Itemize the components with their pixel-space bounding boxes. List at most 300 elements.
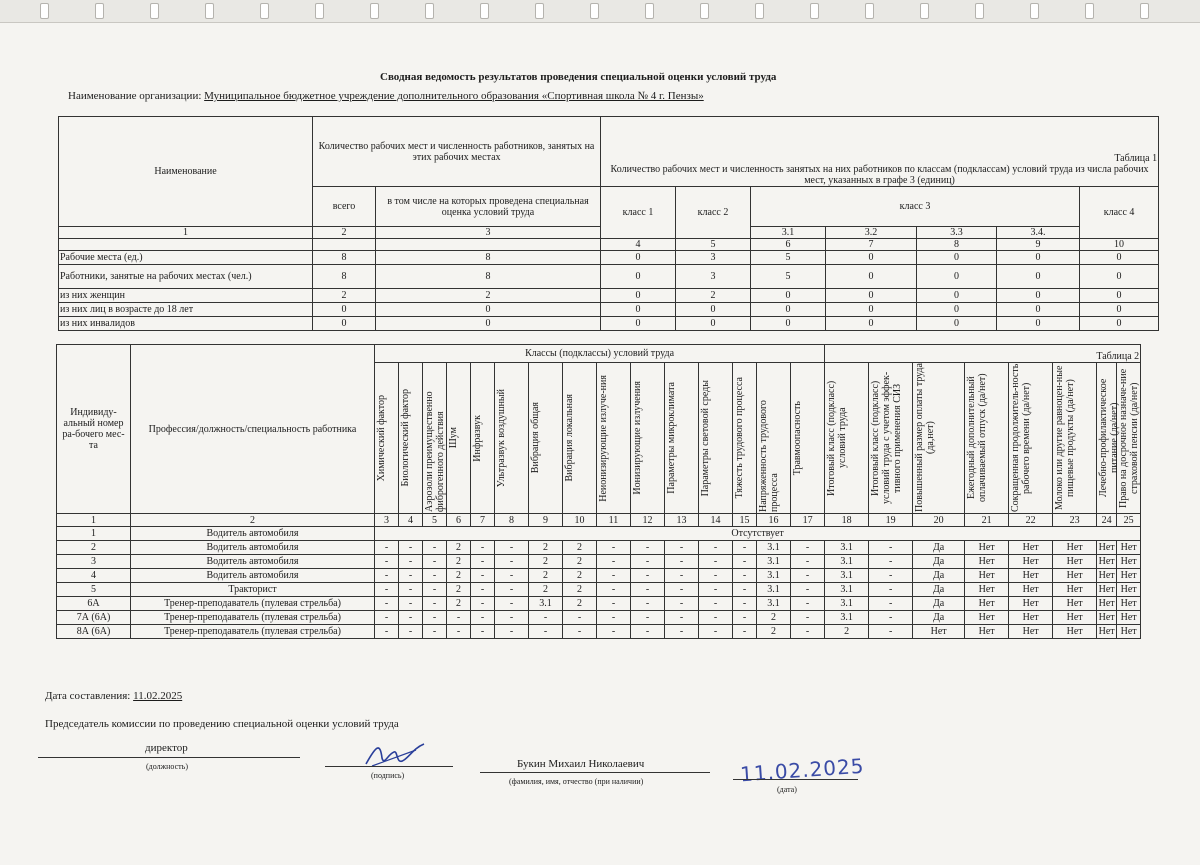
t2-cell: -: [529, 611, 563, 625]
t2-header-final: [825, 363, 869, 514]
t2-cell: Нет: [1053, 555, 1097, 569]
t2-cell: -: [399, 625, 423, 639]
t2-cell: -: [375, 611, 399, 625]
t1-cell: 8: [313, 251, 376, 265]
t2-header-milk: [1053, 363, 1097, 514]
t2-cell: 3.1: [757, 541, 791, 555]
t1-cell: 0: [917, 303, 997, 317]
t2-row-id: 8А (6А): [57, 625, 131, 639]
t2-header-text: Ежегодный дополнительный оплачиваемый отпуск (да/нет): [966, 373, 989, 503]
t2-factor-label: Травмоопасность: [792, 400, 803, 476]
t1-cell: 0: [601, 289, 676, 303]
t2-row: [57, 583, 1141, 597]
fio-caption: (фамилия, имя, отчество (при наличии): [509, 777, 644, 786]
t2-factor-label: Инфразвук: [472, 414, 483, 462]
t1-header-class2: класс 2: [676, 187, 751, 239]
t2-cell: -: [733, 569, 757, 583]
t1-cell: 8: [313, 265, 376, 289]
t2-row-id: 6А: [57, 597, 131, 611]
t2-cell: -: [447, 625, 471, 639]
t2-colnum: 2: [131, 514, 375, 527]
t2-row: [57, 597, 1141, 611]
t2-header-text: Сокращенная продолжитель-ность рабочего времени (да/нет): [1010, 363, 1033, 513]
t2-header-leave: [965, 363, 1009, 514]
t2-cell: -: [631, 611, 665, 625]
t1-cell: 0: [917, 317, 997, 331]
t2-cell: -: [423, 569, 447, 583]
t2-cell: 2: [825, 625, 869, 639]
t2-cell: -: [631, 583, 665, 597]
t2-cell: -: [733, 583, 757, 597]
t1-cell: 3: [676, 265, 751, 289]
t2-colnum: 6: [447, 514, 471, 527]
t2-header-id: Индивиду-альный номер ра-бочего мес-та: [57, 345, 131, 514]
date-value: 11.02.2025: [133, 690, 183, 702]
t2-cell: Да: [913, 583, 965, 597]
t2-factor-label: Аэрозоли преимущественно фиброгенного действия: [424, 391, 446, 512]
t2-cell: -: [423, 611, 447, 625]
t2-header-factor: [665, 363, 699, 514]
t2-cell: -: [597, 611, 631, 625]
t2-colnum: 8: [495, 514, 529, 527]
organization-name: Муниципальное бюджетное учреждение дополнительного образования «Спортивная школа № 4 г. Пензы»: [204, 90, 704, 102]
t2-header-factor: [529, 363, 563, 514]
t1-cell: 0: [997, 317, 1080, 331]
t2-cell: -: [597, 569, 631, 583]
t2-row-profession: Тренер-преподаватель (пулевая стрельба): [131, 597, 375, 611]
t2-cell: -: [869, 583, 913, 597]
t2-cell: -: [471, 583, 495, 597]
t2-cell: Нет: [1053, 569, 1097, 583]
t2-cell: -: [733, 597, 757, 611]
t2-cell: Нет: [1053, 611, 1097, 625]
t2-cell: 3.1: [757, 569, 791, 583]
t1-header-3-3: 3.3: [917, 227, 997, 239]
t2-cell: -: [699, 555, 733, 569]
t2-cell: 2: [529, 583, 563, 597]
t2-cell: -: [597, 555, 631, 569]
t2-row-id: 7А (6А): [57, 611, 131, 625]
t2-cell: -: [665, 625, 699, 639]
t2-cell: -: [597, 583, 631, 597]
t2-cell: Нет: [1117, 541, 1141, 555]
t1-cell: 0: [376, 317, 601, 331]
t2-caption: Таблица 2: [825, 345, 1141, 363]
t1-cell: 0: [313, 317, 376, 331]
t2-cell: -: [399, 597, 423, 611]
t2-cell: 3.1: [825, 541, 869, 555]
t2-cell: -: [423, 555, 447, 569]
t1-cell: 2: [313, 289, 376, 303]
t2-factor-label: Параметры микроклимата: [666, 382, 677, 494]
t2-colnum: 10: [563, 514, 597, 527]
t1-cell: 0: [997, 289, 1080, 303]
t2-cell: Нет: [1098, 584, 1115, 595]
t2-cell: -: [423, 583, 447, 597]
t2-colnum: 12: [631, 514, 665, 527]
t2-cell: Нет: [1053, 625, 1097, 639]
document-title: Сводная ведомость результатов проведения специальной оценки условий труда: [380, 71, 777, 83]
t1-header-classes: Таблица 1 Количество рабочих мест и численность занятых на них работников по классам (подклассам) условий труда из числа рабочих мест, указанных в графе 3 (единиц): [601, 117, 1159, 187]
t2-row: [57, 527, 1141, 541]
summary-table-2: [56, 344, 1141, 639]
t1-header-3-2: 3.2: [826, 227, 917, 239]
t1-cell: 8: [376, 265, 601, 289]
t1-row-label: из них инвалидов: [59, 317, 313, 331]
t2-cell: Нет: [1117, 625, 1141, 639]
t2-cell: 2: [447, 541, 471, 555]
t2-cell: -: [791, 625, 825, 639]
t2-row-profession: Тренер-преподаватель (пулевая стрельба): [131, 611, 375, 625]
t2-cell: 2: [529, 541, 563, 555]
t2-cell: Нет: [1009, 541, 1053, 555]
t2-cell: -: [869, 597, 913, 611]
t2-factor-label: Химический фактор: [376, 394, 387, 482]
t2-row-id: 3: [57, 555, 131, 569]
t2-cell: -: [791, 555, 825, 569]
t2-cell: -: [597, 597, 631, 611]
t1-cell: 0: [751, 303, 826, 317]
t1-colnum: 8: [917, 239, 997, 251]
t2-cell: Нет: [965, 597, 1009, 611]
t1-cell: 0: [997, 265, 1080, 289]
t2-cell: -: [631, 625, 665, 639]
t2-cell: -: [665, 569, 699, 583]
t1-cell: 5: [751, 251, 826, 265]
t2-colnum: 1: [57, 514, 131, 527]
t2-cell: Нет: [1098, 570, 1115, 581]
t2-cell: -: [699, 597, 733, 611]
t2-cell: -: [869, 555, 913, 569]
t1-cell: 0: [601, 251, 676, 265]
t2-colnum: 15: [733, 514, 757, 527]
t1-colnum: 6: [751, 239, 826, 251]
t1-row-label: Рабочие места (ед.): [59, 251, 313, 265]
t2-cell: -: [733, 541, 757, 555]
t2-cell: -: [399, 555, 423, 569]
t1-cell: 5: [751, 265, 826, 289]
t2-cell: Нет: [965, 555, 1009, 569]
t2-cell: -: [733, 625, 757, 639]
t2-cell: Нет: [1009, 597, 1053, 611]
t1-cell: 0: [313, 303, 376, 317]
t1-colnum: 9: [997, 239, 1080, 251]
t2-row-profession: Водитель автомобиля: [131, 569, 375, 583]
t2-cell: 3.1: [825, 569, 869, 583]
fio-value: Букин Михаил Николаевич: [517, 758, 645, 770]
t2-cell: 2: [447, 569, 471, 583]
t2-cell: -: [699, 569, 733, 583]
t2-cell: Нет: [1117, 583, 1141, 597]
t2-cell: -: [733, 611, 757, 625]
t2-header-food: [1097, 363, 1121, 514]
t2-factor-label: Вибрация локальная: [564, 394, 575, 482]
summary-table-1: [58, 116, 1159, 331]
t2-cell: Да: [913, 541, 965, 555]
t2-cell: Нет: [1009, 611, 1053, 625]
t2-cell: -: [869, 611, 913, 625]
t2-header-factor: [699, 363, 733, 514]
t1-cell: 0: [601, 303, 676, 317]
t2-cell: Нет: [1098, 598, 1115, 609]
t2-header-factor: [423, 363, 447, 514]
t2-factor-label: Ионизирующие излучения: [632, 381, 643, 495]
t2-cell: 2: [563, 597, 597, 611]
t2-colnum: 21: [965, 514, 1009, 527]
t2-header-factor: [733, 363, 757, 514]
t2-header-pension: [1117, 363, 1141, 514]
t1-cell: 0: [1080, 289, 1159, 303]
t1-header-3-4: 3.4.: [997, 227, 1080, 239]
t2-cell: -: [375, 569, 399, 583]
t2-header-factor: [495, 363, 529, 514]
t2-colnum: 13: [665, 514, 699, 527]
commission-chair-label: Председатель комиссии по проведению специальной оценки условий труда: [45, 718, 399, 730]
t2-cell: Нет: [1009, 583, 1053, 597]
t1-row: [59, 251, 1159, 265]
t2-cell: Нет: [1009, 555, 1053, 569]
t2-cell: -: [375, 555, 399, 569]
t2-cell: -: [699, 611, 733, 625]
t2-factor-label: Параметры световой среды: [700, 379, 711, 497]
t2-cell: -: [597, 625, 631, 639]
t1-header-name: Наименование: [59, 117, 313, 227]
t2-cell: 3.1: [757, 583, 791, 597]
t2-cell: -: [375, 583, 399, 597]
t2-cell: -: [423, 625, 447, 639]
t2-row-id: 4: [57, 569, 131, 583]
t2-cell: Нет: [1117, 611, 1141, 625]
t2-cell: 2: [563, 583, 597, 597]
date-label: Дата составления:: [45, 690, 131, 702]
t2-cell: -: [631, 541, 665, 555]
t2-cell: -: [563, 611, 597, 625]
t2-row-id: 5: [57, 583, 131, 597]
t2-cell: Нет: [1053, 541, 1097, 555]
signature-line: [325, 766, 453, 767]
t2-cell: -: [791, 541, 825, 555]
t1-cell: 0: [826, 265, 917, 289]
t2-cell: -: [665, 611, 699, 625]
t2-row-profession: Водитель автомобиля: [131, 555, 375, 569]
t2-cell: Нет: [1098, 542, 1115, 553]
t1-cell: 0: [676, 317, 751, 331]
t2-cell: 3.1: [757, 555, 791, 569]
t2-cell: -: [375, 541, 399, 555]
t2-colnum: 14: [699, 514, 733, 527]
t1-colnum: 5: [676, 239, 751, 251]
t2-row-profession: Водитель автомобиля: [131, 541, 375, 555]
t1-cell: 0: [917, 251, 997, 265]
t2-row-profession: Тренер-преподаватель (пулевая стрельба): [131, 625, 375, 639]
t1-header-total: всего: [313, 187, 376, 227]
t2-row: [57, 555, 1141, 569]
t2-cell: -: [399, 569, 423, 583]
t2-cell: -: [495, 611, 529, 625]
organization-line: [68, 90, 704, 102]
t2-cell: -: [869, 625, 913, 639]
t2-cell: 3.1: [825, 597, 869, 611]
t2-row: [57, 625, 1141, 639]
date-line: [45, 690, 182, 702]
t2-cell: -: [665, 597, 699, 611]
t2-cell: -: [495, 555, 529, 569]
t2-colnum: 18: [825, 514, 869, 527]
t1-header-class4: класс 4: [1080, 187, 1159, 239]
t1-colnum: 7: [826, 239, 917, 251]
t2-cell: -: [529, 625, 563, 639]
t1-colnum: 3: [376, 227, 601, 239]
t2-header-text: Право на досрочное назначе-ние страховой пенсии (да/нет): [1118, 368, 1141, 508]
t2-cell: 2: [563, 569, 597, 583]
t2-cell: Нет: [965, 569, 1009, 583]
t2-cell: Да: [913, 569, 965, 583]
t2-cell: -: [399, 583, 423, 597]
t1-cell: 0: [917, 265, 997, 289]
t2-cell: -: [699, 583, 733, 597]
t1-row-label: Работники, занятые на рабочих местах (чел.): [59, 265, 313, 289]
position-caption: (должность): [146, 762, 188, 771]
t2-row: [57, 541, 1141, 555]
t1-cell: 0: [1080, 265, 1159, 289]
t1-cell: 0: [601, 317, 676, 331]
t2-colnum: 4: [399, 514, 423, 527]
fio-line: [480, 772, 710, 773]
t2-cell: 3.1: [825, 583, 869, 597]
t2-cell: -: [631, 597, 665, 611]
t1-row: [59, 265, 1159, 289]
t2-cell: -: [563, 625, 597, 639]
t2-header-text: Повышенный размер оплаты труда (да,нет): [914, 363, 937, 513]
t2-header-factor: [563, 363, 597, 514]
t1-row: [59, 317, 1159, 331]
t1-cell: 0: [997, 303, 1080, 317]
t2-row-absent: Отсутствует: [375, 527, 1141, 541]
t1-cell: 8: [376, 251, 601, 265]
t2-colnum: 9: [529, 514, 563, 527]
t2-colnum: 25: [1117, 514, 1141, 527]
t2-cell: -: [631, 555, 665, 569]
t1-cell: 0: [376, 303, 601, 317]
t2-colnum: 3: [375, 514, 399, 527]
t1-header-class1: класс 1: [601, 187, 676, 239]
t2-cell: Нет: [1117, 555, 1141, 569]
position-line: [38, 757, 300, 758]
t2-cell: 2: [447, 583, 471, 597]
t2-cell: 2: [529, 555, 563, 569]
t1-cell: 0: [751, 317, 826, 331]
t2-header-profession: Профессия/должность/специальность работника: [131, 345, 375, 514]
t2-header-text: Молоко или другие равноцен-ные пищевые продукты (да/нет): [1054, 365, 1077, 511]
t2-cell: Да: [913, 555, 965, 569]
t2-cell: -: [471, 597, 495, 611]
t2-cell: -: [423, 597, 447, 611]
t2-cell: -: [869, 541, 913, 555]
t2-row-profession: Водитель автомобиля: [131, 527, 375, 541]
t2-row-profession: Тракторист: [131, 583, 375, 597]
t1-cell: 2: [376, 289, 601, 303]
t2-cell: -: [399, 611, 423, 625]
binding-strip: [0, 0, 1200, 23]
t2-colnum: 17: [791, 514, 825, 527]
t2-row: [57, 611, 1141, 625]
t2-cell: Нет: [1098, 556, 1115, 567]
t1-cell: 0: [917, 289, 997, 303]
t2-cell: -: [733, 555, 757, 569]
t1-caption: Таблица 1: [1114, 153, 1158, 164]
t2-cell: -: [791, 611, 825, 625]
t2-header-factor: [471, 363, 495, 514]
t1-cell: 0: [751, 289, 826, 303]
t2-factor-label: Биологический фактор: [400, 389, 411, 487]
handwritten-date: 11.02.2025: [739, 753, 866, 787]
t2-cell: Нет: [1117, 569, 1141, 583]
t2-cell: Нет: [1098, 626, 1115, 637]
t2-cell: -: [495, 597, 529, 611]
t2-cell: 2: [757, 611, 791, 625]
t2-factor-label: Вибрация общая: [530, 402, 541, 474]
t2-cell: 2: [529, 569, 563, 583]
t2-cell: -: [471, 541, 495, 555]
t1-header-evaluated: в том числе на которых проведена специальная оценка условий труда: [376, 187, 601, 227]
t2-factor-label: Шум: [448, 427, 459, 449]
t2-cell: -: [471, 625, 495, 639]
t2-cell: Нет: [1009, 625, 1053, 639]
t1-colnum: 4: [601, 239, 676, 251]
t2-cell: -: [495, 583, 529, 597]
t2-cell: -: [665, 541, 699, 555]
t1-cell: 0: [601, 265, 676, 289]
t2-cell: Нет: [1053, 583, 1097, 597]
t2-colnum: 11: [597, 514, 631, 527]
t2-cell: 2: [563, 541, 597, 555]
t2-cell: -: [399, 541, 423, 555]
t2-cell: 3.1: [757, 597, 791, 611]
t2-header-factor: [597, 363, 631, 514]
t2-colnum: 20: [913, 514, 965, 527]
t2-cell: -: [447, 611, 471, 625]
t1-cell: 2: [676, 289, 751, 303]
organization-label: Наименование организации:: [68, 90, 202, 102]
t1-cell: 0: [676, 303, 751, 317]
t2-cell: 2: [447, 555, 471, 569]
t2-cell: 3.1: [825, 555, 869, 569]
t1-cell: 0: [997, 251, 1080, 265]
t1-header-3-1: 3.1: [751, 227, 826, 239]
t2-cell: 2: [447, 597, 471, 611]
t2-cell: -: [699, 541, 733, 555]
t2-cell: 2: [757, 625, 791, 639]
t1-header-class3: класс 3: [751, 187, 1080, 227]
t1-row: [59, 303, 1159, 317]
signature-caption: (подпись): [371, 771, 405, 780]
t1-cell: 0: [1080, 251, 1159, 265]
t2-cell: -: [471, 611, 495, 625]
position-value: директор: [145, 742, 188, 754]
t2-header-final_siz: [869, 363, 913, 514]
t2-cell: -: [791, 569, 825, 583]
t2-colnum: 24: [1097, 514, 1117, 527]
t2-cell: 2: [563, 555, 597, 569]
t2-cell: -: [699, 625, 733, 639]
t2-factor-label: Ультразвук воздушный: [496, 388, 507, 488]
t2-cell: 3.1: [529, 597, 563, 611]
t2-cell: Нет: [1053, 597, 1097, 611]
t1-row-label: из них лиц в возрасте до 18 лет: [59, 303, 313, 317]
t2-factor-label: Тяжесть трудового процесса: [734, 377, 745, 499]
t2-header-factor: [631, 363, 665, 514]
t1-body: [59, 251, 1159, 331]
